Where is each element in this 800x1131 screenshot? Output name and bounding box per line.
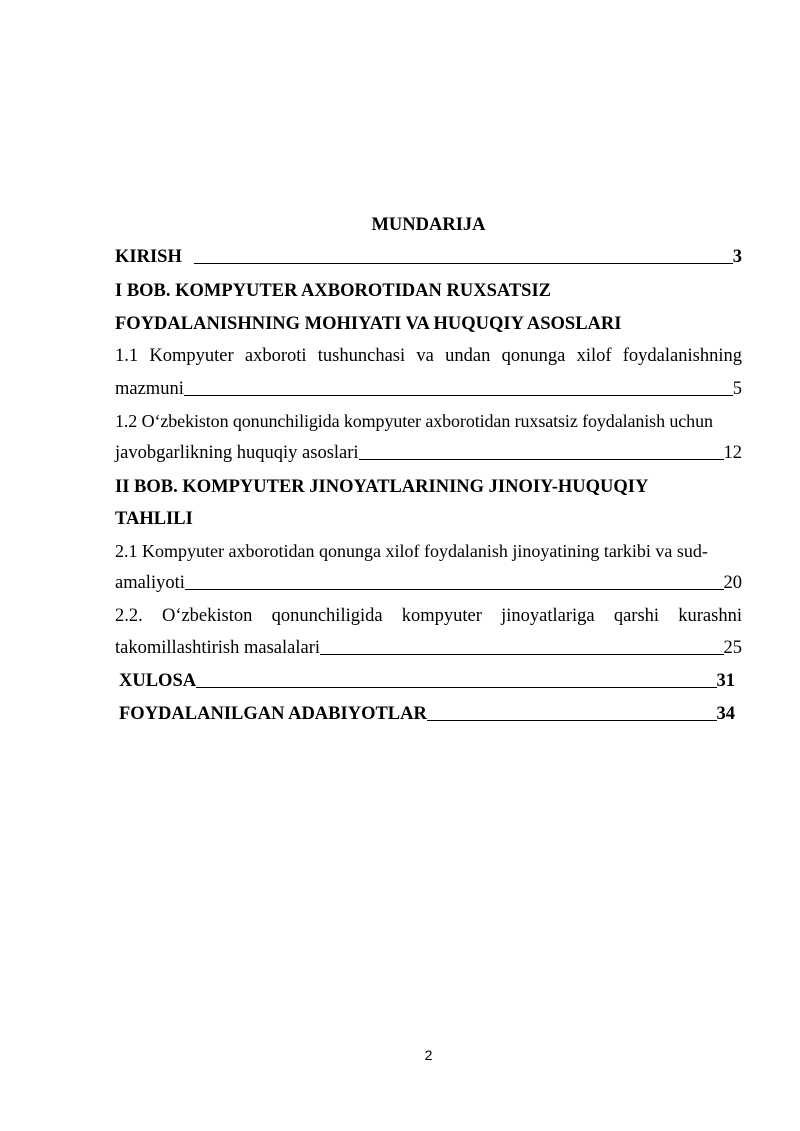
toc-leader-line — [320, 654, 724, 655]
toc-section-2-2-line1[interactable] — [115, 603, 742, 629]
toc-section-1-2-line1[interactable]: 1.2 O‘zbekiston qonunchiligida kompyuter axborotidan ruxsatsiz foydalanish uchun — [115, 411, 713, 431]
toc-entry-label: KIRISH — [115, 247, 187, 267]
toc-entry-conclusion[interactable] — [119, 668, 735, 694]
toc-word: qonunchiligida — [271, 606, 383, 626]
toc-leader-line — [359, 459, 724, 460]
toc-word: va — [416, 346, 434, 366]
toc-word: tushunchasi — [317, 346, 406, 366]
toc-page-number: 3 — [732, 247, 742, 267]
page-number: 2 — [424, 1047, 433, 1063]
toc-entry-intro[interactable] — [115, 244, 742, 270]
toc-chapter2-line2[interactable]: TAHLILI — [115, 509, 193, 529]
toc-word: xilof — [576, 346, 612, 366]
toc-page-number: 5 — [732, 379, 742, 399]
toc-section-1-2-line2[interactable] — [115, 440, 742, 466]
toc-entry-label: takomillashtirish masalalari — [115, 638, 320, 658]
toc-word: qarshi — [613, 606, 660, 626]
toc-word: 2.2. — [115, 606, 143, 626]
toc-word: kurashni — [678, 606, 742, 626]
toc-word: undan — [445, 346, 491, 366]
toc-entry-references[interactable] — [119, 701, 735, 727]
toc-word: axboroti — [244, 346, 307, 366]
toc-section-1-1-line1[interactable] — [115, 343, 742, 369]
toc-word: kompyuter — [401, 606, 482, 626]
toc-section-2-1-line2[interactable] — [115, 570, 742, 596]
toc-word: 1.1 — [115, 346, 139, 366]
toc-section-1-1-line2[interactable] — [115, 376, 742, 402]
toc-title: MUNDARIJA — [371, 215, 486, 235]
toc-page-number: 34 — [716, 704, 735, 724]
toc-section-2-1-line1[interactable]: 2.1 Kompyuter axborotidan qonunga xilof foydalanish jinoyatining tarkibi va sud- — [115, 541, 708, 561]
toc-page-number: 25 — [723, 638, 742, 658]
toc-leader-line — [427, 720, 717, 721]
toc-chapter2-line1[interactable]: II BOB. KOMPYUTER JINOYATLARINING JINOIY-HUQUQIY — [115, 477, 649, 497]
toc-entry-label: javobgarlikning huquqiy asoslari — [115, 443, 359, 463]
toc-leader-line — [194, 263, 732, 264]
toc-entry-label: amaliyoti — [115, 573, 185, 593]
toc-page-number: 20 — [723, 573, 742, 593]
toc-leader-line — [196, 687, 716, 688]
toc-chapter1-line1[interactable]: I BOB. KOMPYUTER AXBOROTIDAN RUXSATSIZ — [115, 281, 552, 301]
toc-word: O‘zbekiston — [161, 606, 253, 626]
toc-word: Kompyuter — [149, 346, 234, 366]
toc-leader-line — [185, 589, 724, 590]
toc-word: foydalanishning — [622, 346, 742, 366]
toc-word: jinoyatlariga — [501, 606, 595, 626]
toc-entry-label: XULOSA — [119, 671, 197, 691]
toc-entry-label: mazmuni — [115, 379, 184, 399]
toc-section-2-2-line2[interactable] — [115, 635, 742, 661]
toc-page-number: 12 — [723, 443, 742, 463]
toc-page-number: 31 — [716, 671, 735, 691]
toc-chapter1-line2[interactable]: FOYDALANISHNING MOHIYATI VA HUQUQIY ASOSLARI — [115, 314, 622, 334]
toc-entry-label: FOYDALANILGAN ADABIYOTLAR — [119, 704, 427, 724]
toc-leader-line — [184, 395, 733, 396]
toc-word: qonunga — [501, 346, 566, 366]
